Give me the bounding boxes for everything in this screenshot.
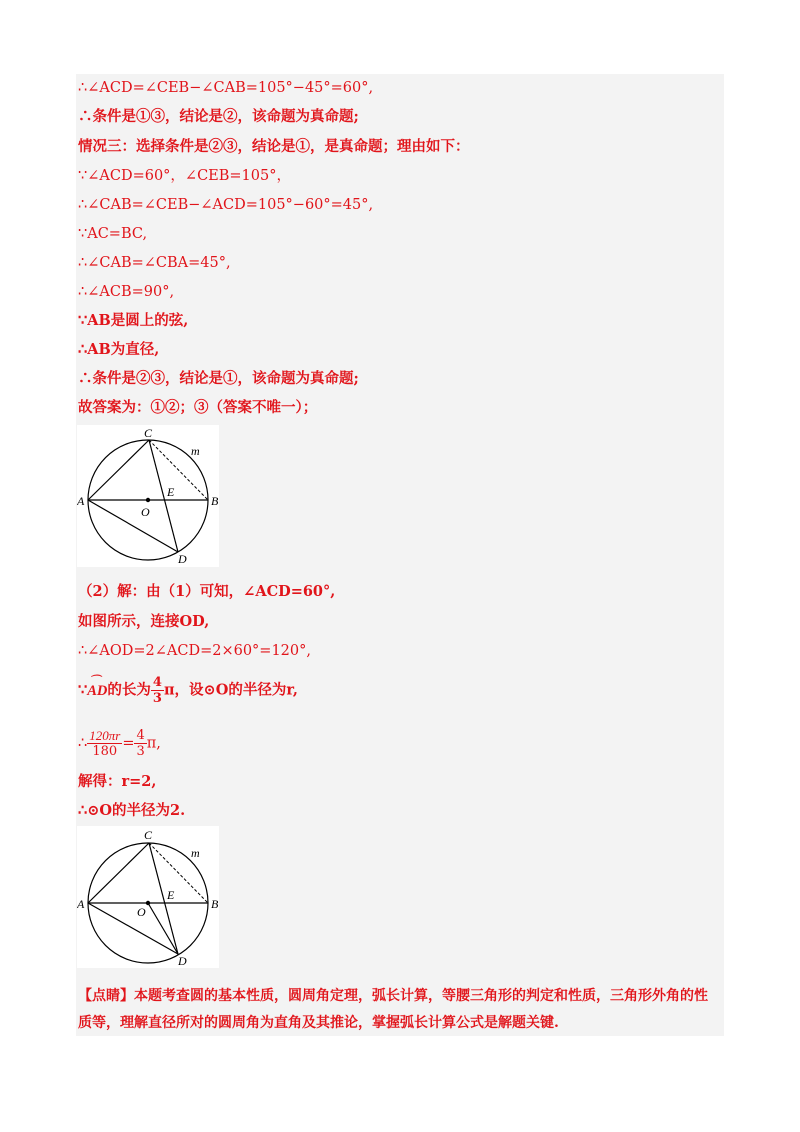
line-2: ∴条件是①③，结论是②，该命题为真命题;	[78, 108, 359, 125]
fraction-120pir-180	[87, 728, 122, 759]
fraction-denominator: 3	[136, 744, 145, 759]
part2-line-7: ∴⊙O的半径为2.	[78, 802, 186, 819]
label-m: m	[191, 846, 200, 860]
label-d: D	[178, 954, 187, 968]
line-6: ∵AC=BC,	[78, 226, 148, 242]
key-point-note: 【点睛】本题考查圆的基本性质，圆周角定理，弧长计算，等腰三角形的判定和性质，三角形外角的性质等，理解直径所对的圆周角为直角及其推论，掌握弧长计算公式是解题关键.	[78, 988, 708, 1031]
line-9: ∵AB是圆上的弦,	[78, 312, 189, 329]
radius-od	[148, 903, 178, 954]
label-a: A	[77, 897, 85, 911]
circle-figure-1	[77, 425, 219, 567]
line-11: ∴条件是②③，结论是①，该命题为真命题;	[78, 370, 359, 387]
pi-text: π,	[146, 735, 161, 752]
fraction-denominator: 180	[92, 744, 118, 759]
line-5: ∴∠CAB=∠CEB−∠ACD=105°−60°=45°,	[78, 197, 374, 213]
circle-diagram-1	[77, 425, 219, 567]
fraction-numerator: 4	[152, 675, 162, 690]
radius-text: π，设⊙O的半径为r,	[163, 681, 298, 699]
chord-ad	[88, 903, 178, 954]
line-10: ∴AB为直径,	[78, 341, 160, 358]
label-b: B	[211, 494, 219, 508]
line-1: ∴∠ACD=∠CEB−∠CAB=105°−45°=60°,	[78, 80, 374, 96]
line-4: ∵∠ACD=60°，∠CEB=105°，	[78, 168, 291, 184]
part2-line-1: （2）解：由（1）可知，∠ACD=60°,	[78, 583, 336, 600]
because-symbol: ∵	[78, 681, 88, 699]
label-o: O	[137, 905, 146, 919]
label-c: C	[144, 828, 153, 842]
therefore-symbol: ∴	[78, 735, 88, 752]
part2-line-6: 解得：r=2,	[78, 773, 157, 790]
fraction-numerator: 120πr	[89, 728, 121, 743]
fraction-denominator: 3	[152, 691, 162, 706]
label-e: E	[167, 485, 175, 499]
fraction-4-3-b	[134, 728, 146, 759]
line-3: 情况三：选择条件是②③，结论是①，是真命题；理由如下：	[78, 138, 470, 155]
line-12: 故答案为：①②；③（答案不唯一）；	[78, 399, 318, 416]
label-a: A	[77, 494, 85, 508]
label-m: m	[191, 444, 200, 458]
label-e: E	[167, 888, 175, 902]
arc-length-text: 的长为	[107, 681, 151, 699]
fraction-4-3	[151, 675, 164, 706]
part2-line-2: 如图所示，连接OD,	[78, 613, 210, 630]
center-point	[146, 498, 150, 502]
chord-ad	[88, 500, 178, 552]
circle-figure-2	[77, 826, 219, 968]
label-o: O	[141, 505, 150, 519]
circle-diagram-2	[77, 826, 219, 968]
chord-ac	[88, 843, 149, 903]
equals-sign: =	[122, 735, 135, 752]
label-b: B	[211, 897, 219, 911]
label-c: C	[144, 426, 153, 440]
fraction-numerator: 4	[136, 728, 145, 743]
label-d: D	[178, 552, 187, 566]
part2-line-5	[78, 728, 161, 759]
chord-ac	[88, 440, 149, 500]
part2-line-4	[78, 675, 298, 706]
part2-line-3: ∴∠AOD=2∠ACD=2×60°=120°,	[78, 643, 311, 659]
center-point	[146, 901, 150, 905]
arc-ad: ⌒ AD	[87, 681, 107, 701]
line-7: ∴∠CAB=∠CBA=45°,	[78, 255, 231, 271]
line-8: ∴∠ACB=90°,	[78, 284, 175, 300]
